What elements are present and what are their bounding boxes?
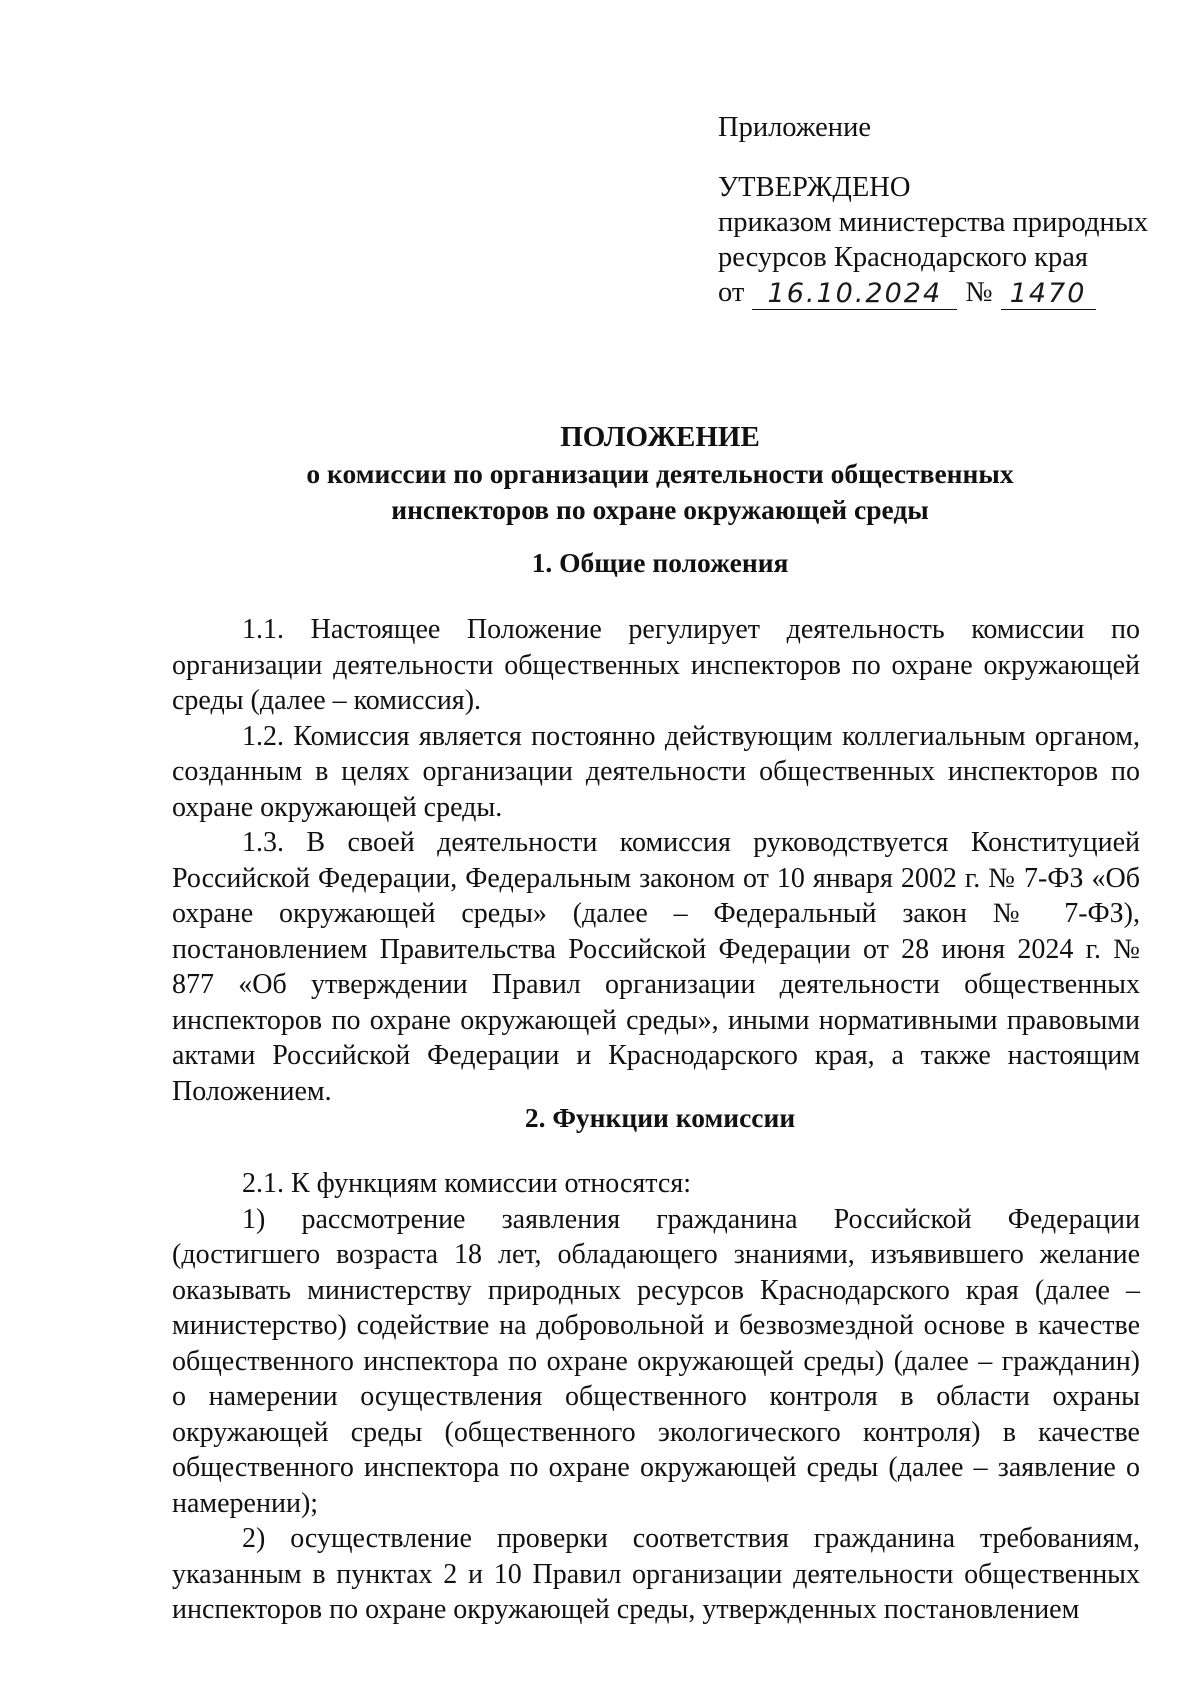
approved-by-line2: ресурсов Краснодарского края xyxy=(718,242,1089,273)
number-sign: № xyxy=(965,277,993,308)
handwritten-number: 1470 xyxy=(1001,279,1096,310)
section2-heading: 2. Функции комиссии xyxy=(524,1102,796,1133)
document-title: ПОЛОЖЕНИЕ xyxy=(560,421,760,453)
paragraph-1-3: 1.3. В своей деятельности комиссия руководствуется Конституцией Российской Федерации, Федеральным законом от 10 января 2002 г. № 7-ФЗ «Об охране окружающей среды» (далее – Федеральный закон № 7-ФЗ), постановлением Правительства Российской Федерации от 28 июня 2024 г. № 877 «Об утверждении Правил организации деятельности общественных инспекторов по охране окружающей среды», иными нормативными правовыми актами Российской Федерации и Краснодарского края, а также настоящим Положением. xyxy=(172,827,1140,1107)
document-subtitle-line1: о комиссии по организации деятельности общественных xyxy=(306,458,1014,489)
document-title-block xyxy=(170,418,1150,528)
paragraph-1-1: 1.1. Настоящее Положение регулирует деятельность комиссии по организации деятельности общественных инспекторов по охране окружающей среды (далее – комиссия). xyxy=(172,614,1140,716)
section2-body xyxy=(172,1166,1140,1628)
document-subtitle-line2: инспекторов по охране окружающей среды xyxy=(391,494,929,525)
appendix-label: Приложение xyxy=(718,112,871,143)
approval-block xyxy=(718,110,1149,310)
section1-body xyxy=(172,612,1140,1109)
date-prefix: от xyxy=(718,277,745,308)
paragraph-2-1: 2.1. К функциям комиссии относятся: xyxy=(242,1168,691,1199)
approved-by-line1: приказом министерства природных xyxy=(718,207,1149,238)
section1-heading: 1. Общие положения xyxy=(531,547,789,578)
paragraph-1-2: 1.2. Комиссия является постоянно действующим коллегиальным органом, созданным в целях организации деятельности общественных инспекторов по охране окружающей среды. xyxy=(172,720,1140,823)
order-date-line xyxy=(718,275,1138,310)
handwritten-date: 16.10.2024 xyxy=(752,279,957,310)
list-item-2: 2) осуществление проверки соответствия гражданина требованиям, указанным в пунктах 2 и 10 Правил организации деятельности общественных инспекторов по охране окружающей среды, утвержденных постановлением xyxy=(172,1523,1140,1625)
approved-label: УТВЕРЖДЕНО xyxy=(718,172,911,203)
list-item-1: 1) рассмотрение заявления гражданина Российской Федерации (достигшего возраста 18 лет, обладающего знаниями, изъявившего желание оказывать министерству природных ресурсов Краснодарского края (далее – министерство) содействие на добровольной и безвозмездной основе в качестве общественного инспектора по охране окружающей среды) (далее – гражданин) о намерении осуществления общественного контроля в области охраны окружающей среды (общественного экологического контроля) в качестве общественного инспектора по охране окружающей среды (далее – заявление о намерении); xyxy=(172,1203,1140,1519)
